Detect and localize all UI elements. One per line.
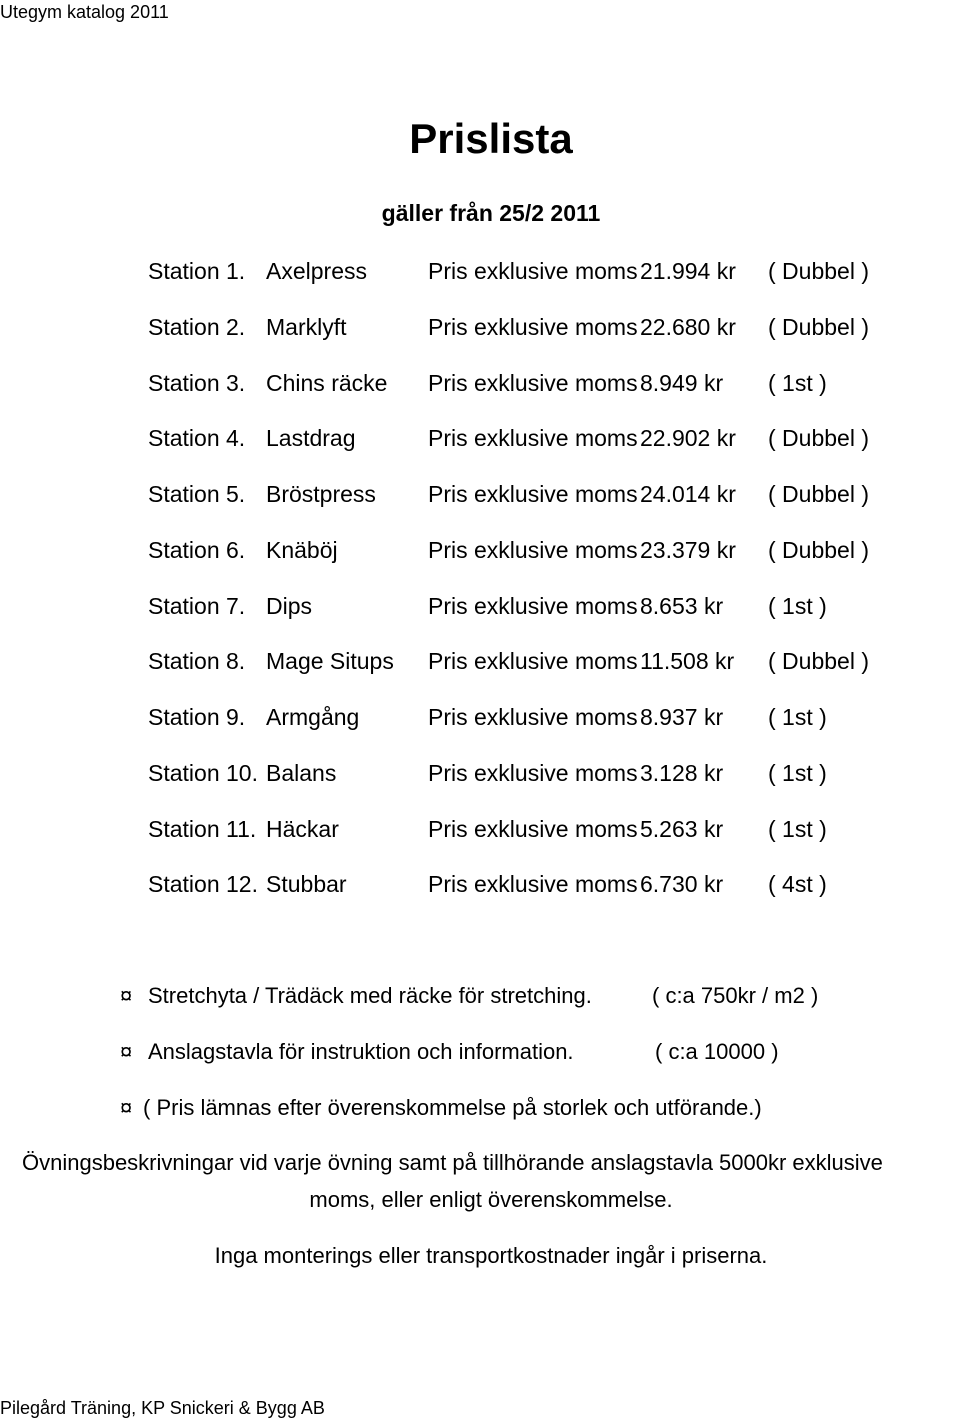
price-label: Pris exklusive moms <box>428 370 638 396</box>
unit-label: ( Dubbel ) <box>768 648 869 674</box>
station-name: Marklyft <box>266 314 347 340</box>
station-name: Dips <box>266 593 313 619</box>
price-value: 21.994 kr <box>640 258 736 284</box>
bullet-text: Stretchyta / Trädäck med räcke för stretching. <box>148 983 592 1008</box>
price-value: 11.508 kr <box>640 648 735 674</box>
note-line-2: moms, eller enligt överenskommelse. <box>309 1187 673 1212</box>
station-number: Station 3. <box>148 370 246 396</box>
bullet-extra: ( c:a 750kr / m2 ) <box>652 983 819 1008</box>
station-name: Bröstpress <box>266 481 376 507</box>
page-subtitle: gäller från 25/2 2011 <box>381 200 601 226</box>
bullet-symbol: ¤ <box>120 983 133 1008</box>
station-name: Chins räcke <box>266 370 388 396</box>
bullet-extra: ( c:a 10000 ) <box>655 1039 779 1064</box>
price-row <box>0 425 960 459</box>
price-label: Pris exklusive moms <box>428 704 638 730</box>
bullet-text: ( Pris lämnas efter överenskommelse på storlek och utförande.) <box>143 1095 762 1120</box>
station-number: Station 11. <box>148 816 257 842</box>
unit-label: ( Dubbel ) <box>768 314 869 340</box>
price-value: 22.902 kr <box>640 425 736 451</box>
unit-label: ( 4st ) <box>768 871 827 897</box>
list-item <box>0 983 960 1017</box>
unit-label: ( 1st ) <box>768 593 827 619</box>
station-number: Station 6. <box>148 537 246 563</box>
price-row <box>0 481 960 515</box>
unit-label: ( Dubbel ) <box>768 481 869 507</box>
unit-label: ( Dubbel ) <box>768 425 869 451</box>
page-title: Prislista <box>409 115 573 162</box>
list-item <box>0 1095 960 1129</box>
price-label: Pris exklusive moms <box>428 258 638 284</box>
price-row <box>0 648 960 682</box>
price-row <box>0 816 960 850</box>
station-name: Stubbar <box>266 871 347 897</box>
price-row <box>0 314 960 348</box>
station-name: Mage Situps <box>266 648 394 674</box>
station-name: Axelpress <box>266 258 367 284</box>
station-number: Station 8. <box>148 648 246 674</box>
price-label: Pris exklusive moms <box>428 648 638 674</box>
price-value: 8.937 kr <box>640 704 724 730</box>
station-number: Station 5. <box>148 481 246 507</box>
list-item <box>0 1039 960 1073</box>
price-row <box>0 258 960 292</box>
price-value: 23.379 kr <box>640 537 736 563</box>
station-number: Station 9. <box>148 704 246 730</box>
station-number: Station 12. <box>148 871 258 897</box>
price-label: Pris exklusive moms <box>428 425 638 451</box>
price-value: 3.128 kr <box>640 760 724 786</box>
page-header: Utegym katalog 2011 <box>0 2 169 22</box>
price-row <box>0 871 960 905</box>
unit-label: ( Dubbel ) <box>768 258 869 284</box>
station-number: Station 1. <box>148 258 246 284</box>
price-value: 8.653 kr <box>640 593 724 619</box>
price-label: Pris exklusive moms <box>428 537 638 563</box>
bullet-symbol: ¤ <box>120 1095 133 1120</box>
station-name: Lastdrag <box>266 425 356 451</box>
note-line-3: Inga monterings eller transportkostnader ingår i priserna. <box>214 1243 768 1268</box>
bullet-text: Anslagstavla för instruktion och information. <box>148 1039 574 1064</box>
price-row <box>0 370 960 404</box>
station-name: Armgång <box>266 704 360 730</box>
price-label: Pris exklusive moms <box>428 593 638 619</box>
page-footer: Pilegård Träning, KP Snickeri & Bygg AB <box>0 1398 325 1418</box>
price-row <box>0 537 960 571</box>
price-value: 24.014 kr <box>640 481 736 507</box>
unit-label: ( 1st ) <box>768 760 827 786</box>
station-number: Station 10. <box>148 760 258 786</box>
price-value: 5.263 kr <box>640 816 724 842</box>
station-number: Station 4. <box>148 425 246 451</box>
station-name: Knäböj <box>266 537 338 563</box>
station-number: Station 2. <box>148 314 246 340</box>
price-value: 22.680 kr <box>640 314 736 340</box>
unit-label: ( 1st ) <box>768 816 827 842</box>
price-label: Pris exklusive moms <box>428 816 638 842</box>
price-label: Pris exklusive moms <box>428 760 638 786</box>
station-name: Häckar <box>266 816 339 842</box>
price-label: Pris exklusive moms <box>428 871 638 897</box>
station-number: Station 7. <box>148 593 246 619</box>
price-row <box>0 760 960 794</box>
price-value: 6.730 kr <box>640 871 724 897</box>
unit-label: ( 1st ) <box>768 704 827 730</box>
unit-label: ( Dubbel ) <box>768 537 869 563</box>
bullet-symbol: ¤ <box>120 1039 133 1064</box>
station-name: Balans <box>266 760 337 786</box>
note-line-1: Övningsbeskrivningar vid varje övning samt på tillhörande anslagstavla 5000kr exklusive <box>22 1150 883 1175</box>
price-label: Pris exklusive moms <box>428 481 638 507</box>
price-row <box>0 704 960 738</box>
price-value: 8.949 kr <box>640 370 724 396</box>
price-row <box>0 593 960 627</box>
price-label: Pris exklusive moms <box>428 314 638 340</box>
unit-label: ( 1st ) <box>768 370 827 396</box>
